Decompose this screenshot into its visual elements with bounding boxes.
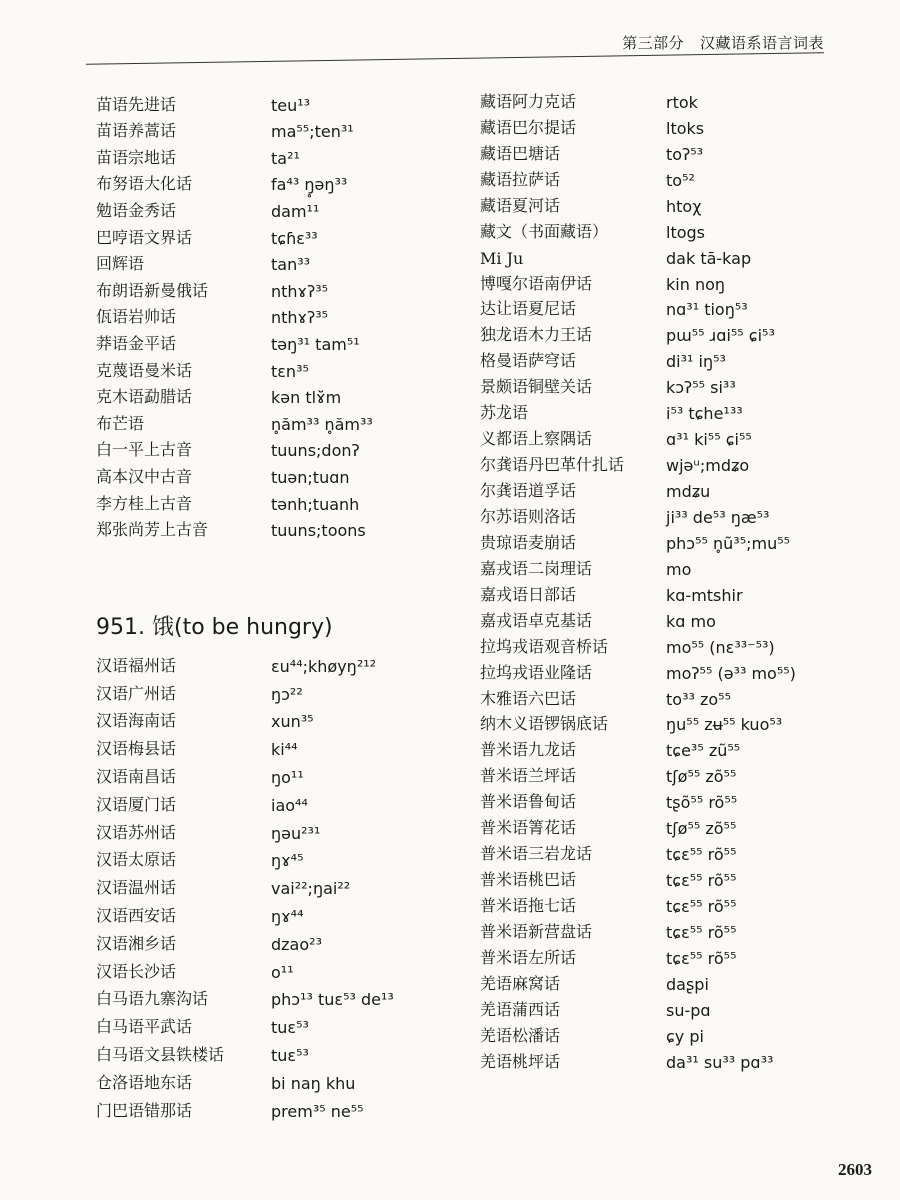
entry-row <box>480 86 796 112</box>
word-form: daʂpi <box>666 974 709 994</box>
entry-row <box>480 397 796 423</box>
entry-row <box>480 605 796 631</box>
dialect-name: 仓洛语地东话 <box>96 1072 193 1092</box>
word-form: ŋu⁵⁵ zʉ⁵⁵ kuo⁵³ <box>666 715 783 735</box>
word-form: tɕɛ⁵⁵ rõ⁵⁵ <box>666 897 737 916</box>
word-form: tɕɛ⁵⁵ rõ⁵⁵ <box>666 871 737 891</box>
entry-row <box>96 843 394 871</box>
dialect-name: 藏语巴尔提话 <box>480 117 577 137</box>
word-form: da³¹ su³³ pɑ³³ <box>666 1052 774 1072</box>
word-form: mo <box>666 559 692 579</box>
dialect-name: 羌语桃坪话 <box>480 1051 561 1071</box>
word-form: i⁵³ tɕhe¹³³ <box>666 404 743 424</box>
word-form: tuɛ⁵³ <box>271 1018 309 1038</box>
dialect-name: 汉语太原话 <box>96 850 177 870</box>
word-form: ɛu⁴⁴;khøyŋ²¹² <box>271 656 377 676</box>
entry-row <box>96 731 394 759</box>
dialect-name: 汉语苏州话 <box>96 822 177 842</box>
word-form: tɕe³⁵ zũ⁵⁵ <box>666 741 741 761</box>
dialect-name: 汉语长沙话 <box>96 961 177 981</box>
dialect-name: 白马语平武话 <box>96 1017 193 1037</box>
entry-row <box>96 407 373 434</box>
word-form: moʔ⁵⁵ (ə³³ mo⁵⁵) <box>666 663 796 683</box>
dialect-name: 白马语文县铁楼话 <box>96 1044 225 1064</box>
dialect-name: 独龙语木力王话 <box>480 325 593 345</box>
entry-row <box>480 216 796 242</box>
entry-row <box>96 676 394 704</box>
section-title: 饿(to be hungry) <box>151 615 333 640</box>
word-form: tɕɛ⁵⁵ rõ⁵⁵ <box>666 922 737 942</box>
dialect-name: 回辉语 <box>96 254 145 274</box>
word-form: tɕɛ⁵⁵ rõ⁵⁵ <box>666 845 737 865</box>
section-heading <box>96 610 333 641</box>
header-title: 汉藏语系语言词表 <box>699 34 824 52</box>
dialect-name: 嘉戎语二岗理话 <box>480 558 593 578</box>
dialect-name: 义都语上察隅话 <box>480 429 593 449</box>
entry-row <box>480 449 796 475</box>
entry-row <box>480 1046 796 1072</box>
dialect-name: 博嘎尔语南伊话 <box>480 273 593 293</box>
word-form: kɑ mo <box>666 611 716 631</box>
word-form: ki⁴⁴ <box>271 740 298 760</box>
dialect-name: 苏龙语 <box>480 403 529 423</box>
dialect-name: 苗语先进话 <box>96 94 177 114</box>
dialect-name: 普米语兰坪话 <box>480 766 577 786</box>
dialect-name: 嘉戎语卓克基话 <box>480 610 593 630</box>
dialect-name: 李方桂上古音 <box>96 493 193 513</box>
entry-row <box>480 553 796 579</box>
entry-row <box>96 870 394 898</box>
dialect-name: 门巴语错那话 <box>96 1100 193 1120</box>
word-form: su-pɑ <box>666 1000 711 1020</box>
word-form: ŋɔ²² <box>271 684 303 704</box>
dialect-name: 汉语西安话 <box>96 905 177 925</box>
entry-row <box>480 1020 796 1046</box>
dialect-name: 高本汉中古音 <box>96 466 193 486</box>
dialect-name: 羌语松潘话 <box>480 1025 561 1045</box>
entry-row <box>480 968 796 994</box>
word-form: təŋ³¹ tam⁵¹ <box>271 334 360 354</box>
dialect-name: 纳木义语锣锅底话 <box>480 714 609 734</box>
entry-row <box>480 864 796 890</box>
entry-row <box>96 460 373 487</box>
entry-row <box>480 916 796 942</box>
entry-row <box>96 194 373 221</box>
entry-row <box>96 926 394 954</box>
word-form: tan³³ <box>271 255 311 275</box>
word-form: dzao²³ <box>271 934 322 954</box>
entry-row <box>480 190 796 216</box>
word-form: pɯ⁵⁵ ɹɑi⁵⁵ ɕi⁵³ <box>666 326 775 346</box>
word-form: wjəᵘ;mdʑo <box>666 456 750 476</box>
word-form: tʂõ⁵⁵ rõ⁵⁵ <box>666 793 738 813</box>
word-form: ta²¹ <box>271 148 300 168</box>
entry-row <box>96 1065 394 1093</box>
dialect-name: 佤语岩帅话 <box>96 307 177 327</box>
entry-row <box>480 683 796 709</box>
dialect-name: 汉语广州话 <box>96 683 177 703</box>
word-form: prem³⁵ ne⁵⁵ <box>271 1101 364 1121</box>
entry-row <box>96 274 373 301</box>
dialect-name: 苗语宗地话 <box>96 147 177 167</box>
word-form: ltogs <box>666 222 705 242</box>
dialect-name: 藏语夏河话 <box>480 195 561 215</box>
dialect-name: 莽语金平话 <box>96 333 177 353</box>
word-form: mdʑu <box>666 482 711 501</box>
word-form: ŋo¹¹ <box>271 767 304 787</box>
dialect-name: 布努语大化话 <box>96 174 193 194</box>
word-form: dak tā-kap <box>666 248 752 268</box>
word-form: tʃø⁵⁵ zõ⁵⁵ <box>666 819 737 839</box>
dialect-name: 苗语养蒿话 <box>96 121 177 141</box>
entry-row <box>480 812 796 838</box>
word-form: dam¹¹ <box>271 201 320 221</box>
entry-row <box>96 1093 394 1121</box>
right-column <box>480 86 796 1072</box>
word-form: phɔ⁵⁵ n̥ũ³⁵;mu⁵⁵ <box>666 533 791 553</box>
entry-row <box>96 982 394 1010</box>
word-form: ŋəu²³¹ <box>271 823 321 843</box>
entry-row <box>96 1037 394 1065</box>
word-form: tuuns;donʔ <box>271 441 360 461</box>
left-column-top <box>96 88 373 540</box>
entry-row <box>480 631 796 657</box>
section-number: 951. <box>96 615 145 640</box>
left-column-bottom <box>96 648 394 1121</box>
entry-row <box>480 164 796 190</box>
entry-row <box>480 579 796 605</box>
entry-row <box>96 327 373 354</box>
dialect-name: 藏语拉萨话 <box>480 169 561 189</box>
dialect-name: Mi Ju <box>480 248 524 268</box>
entry-row <box>96 168 373 195</box>
word-form: mo⁵⁵ (nɛ³³⁻⁵³) <box>666 637 775 657</box>
word-form: ŋɤ⁴⁵ <box>271 851 304 871</box>
word-form: di³¹ iŋ⁵³ <box>666 352 726 372</box>
dialect-name: 汉语厦门话 <box>96 794 177 814</box>
entry-row <box>96 704 394 732</box>
dialect-name: 克木语勐腊话 <box>96 387 193 407</box>
word-form: tʃø⁵⁵ zõ⁵⁵ <box>666 767 737 787</box>
entry-row <box>96 115 373 142</box>
running-header <box>622 32 824 53</box>
dialect-name: 汉语福州话 <box>96 655 177 675</box>
word-form: ɕy pi <box>666 1026 704 1046</box>
word-form: kɔʔ⁵⁵ si³³ <box>666 378 736 398</box>
word-form: nɑ³¹ tioŋ⁵³ <box>666 300 748 320</box>
dialect-name: 汉语温州话 <box>96 878 177 898</box>
dialect-name: 郑张尚芳上古音 <box>96 520 209 540</box>
entry-row <box>96 648 394 676</box>
word-form: tənh;tuanh <box>271 494 360 514</box>
entry-row <box>96 141 373 168</box>
dialect-name: 嘉戎语日部话 <box>480 584 577 604</box>
word-form: nthɤʔ³⁵ <box>271 308 329 328</box>
word-form: ma⁵⁵;ten³¹ <box>271 122 354 142</box>
dialect-name: 尔龚语丹巴革什扎话 <box>480 455 625 475</box>
word-form: to⁵² <box>666 170 695 190</box>
dialect-name: 布朗语新曼俄话 <box>96 280 209 300</box>
dialect-name: 拉坞戎语观音桥话 <box>480 636 609 656</box>
entry-row <box>96 487 373 514</box>
entry-row <box>480 371 796 397</box>
entry-row <box>96 514 373 541</box>
word-form: xun³⁵ <box>271 712 314 732</box>
dialect-name: 汉语南昌话 <box>96 766 177 786</box>
dialect-name: 普米语鲁甸话 <box>480 792 577 812</box>
header-part: 第三部分 <box>622 34 685 52</box>
word-form: o¹¹ <box>271 962 294 982</box>
entry-row <box>480 475 796 501</box>
word-form: tuuns;toons <box>271 521 366 541</box>
dialect-name: 贵琼语麦崩话 <box>480 532 577 552</box>
word-form: ltoks <box>666 118 705 138</box>
dialect-name: 拉坞戎语业隆话 <box>480 662 593 682</box>
entry-row <box>480 423 796 449</box>
dialect-name: 白马语九寨沟话 <box>96 989 209 1009</box>
dialect-name: 藏语阿力克话 <box>480 91 577 111</box>
word-form: to³³ zo⁵⁵ <box>666 689 731 709</box>
dialect-name: 普米语新营盘话 <box>480 921 593 941</box>
entry-row <box>480 501 796 527</box>
entry-row <box>480 268 796 294</box>
dialect-name: 克蔑语曼米话 <box>96 360 193 380</box>
dialect-name: 普米语左所话 <box>480 947 577 967</box>
entry-row <box>96 221 373 248</box>
word-form: tɕɦɛ³³ <box>271 228 318 248</box>
entry-row <box>480 112 796 138</box>
entry-row <box>96 381 373 408</box>
dialect-name: 汉语湘乡话 <box>96 933 177 953</box>
dialect-name: 汉语梅县话 <box>96 739 177 759</box>
dialect-name: 藏文（书面藏语） <box>480 221 609 241</box>
word-form: tuɛ⁵³ <box>271 1045 309 1065</box>
entry-row <box>480 527 796 553</box>
entry-row <box>480 138 796 164</box>
word-form: bi naŋ khu <box>271 1073 356 1093</box>
entry-row <box>96 954 394 982</box>
word-form: kin noŋ <box>666 274 726 294</box>
word-form: tɕɛ⁵⁵ rõ⁵⁵ <box>666 948 737 968</box>
word-form: rtok <box>666 92 698 112</box>
dialect-name: 普米语九龙话 <box>480 740 577 760</box>
dialect-name: 藏语巴塘话 <box>480 143 561 163</box>
dialect-name: 木雅语六巴话 <box>480 688 577 708</box>
entry-row <box>480 890 796 916</box>
word-form: kɑ-mtshir <box>666 585 743 605</box>
entry-row <box>480 319 796 345</box>
entry-row <box>96 301 373 328</box>
dialect-name: 尔龚语道孚话 <box>480 481 577 500</box>
dialect-name: 羌语麻窝话 <box>480 973 561 993</box>
word-form: iao⁴⁴ <box>271 795 308 815</box>
entry-row <box>96 434 373 461</box>
word-form: ji³³ de⁵³ ŋæ⁵³ <box>666 507 770 527</box>
dialect-name: 勉语金秀话 <box>96 200 177 220</box>
entry-row <box>480 709 796 735</box>
word-form: teu¹³ <box>271 95 311 115</box>
entry-row <box>96 898 394 926</box>
word-form: toʔ⁵³ <box>666 144 704 164</box>
dialect-name: 达让语夏尼话 <box>480 299 577 319</box>
dialect-name: 普米语箐花话 <box>480 818 577 838</box>
word-form: tɛn³⁵ <box>271 361 309 381</box>
entry-row <box>480 994 796 1020</box>
word-form: ŋɤ⁴⁴ <box>271 906 304 926</box>
entry-row <box>480 942 796 968</box>
dialect-name: 普米语三岩龙话 <box>480 844 593 864</box>
entry-row <box>96 1009 394 1037</box>
header-rule <box>86 52 824 65</box>
page-number: 2603 <box>838 1160 872 1179</box>
word-form: phɔ¹³ tuɛ⁵³ de¹³ <box>271 990 394 1010</box>
entry-row <box>96 88 373 115</box>
dialect-name: 羌语蒲西话 <box>480 999 561 1019</box>
entry-row <box>480 657 796 683</box>
word-form: nthɤʔ³⁵ <box>271 281 329 301</box>
dialect-name: 汉语海南话 <box>96 711 177 731</box>
word-form: tuən;tuɑn <box>271 467 350 487</box>
entry-row <box>480 345 796 371</box>
entry-row <box>480 734 796 760</box>
entry-row <box>480 242 796 268</box>
dialect-name: 景颇语铜壁关话 <box>480 377 593 397</box>
entry-row <box>96 354 373 381</box>
word-form: vai²²;ŋai²² <box>271 879 351 899</box>
dialect-name: 巴哼语文界话 <box>96 227 193 247</box>
word-form: ɑ³¹ ki⁵⁵ ɕi⁵⁵ <box>666 430 752 450</box>
dialect-name: 普米语桃巴话 <box>480 870 577 890</box>
entry-row <box>96 248 373 275</box>
entry-row <box>96 759 394 787</box>
entry-row <box>480 838 796 864</box>
entry-row <box>96 815 394 843</box>
word-form: kən tlɤ̆m <box>271 388 342 408</box>
entry-row <box>480 760 796 786</box>
dialect-name: 布芒语 <box>96 413 145 433</box>
dialect-name: 格曼语萨穹话 <box>480 351 577 371</box>
word-form: fa⁴³ ŋ̥əŋ³³ <box>271 175 348 195</box>
dialect-name: 普米语拖七话 <box>480 896 577 915</box>
entry-row <box>480 294 796 320</box>
dialect-name: 白一平上古音 <box>96 440 193 460</box>
dialect-name: 尔苏语则洛话 <box>480 506 577 526</box>
word-form: n̥ăm³³ n̥ăm³³ <box>271 414 373 434</box>
entry-row <box>96 787 394 815</box>
word-form: htoχ <box>666 196 702 216</box>
entry-row <box>480 786 796 812</box>
